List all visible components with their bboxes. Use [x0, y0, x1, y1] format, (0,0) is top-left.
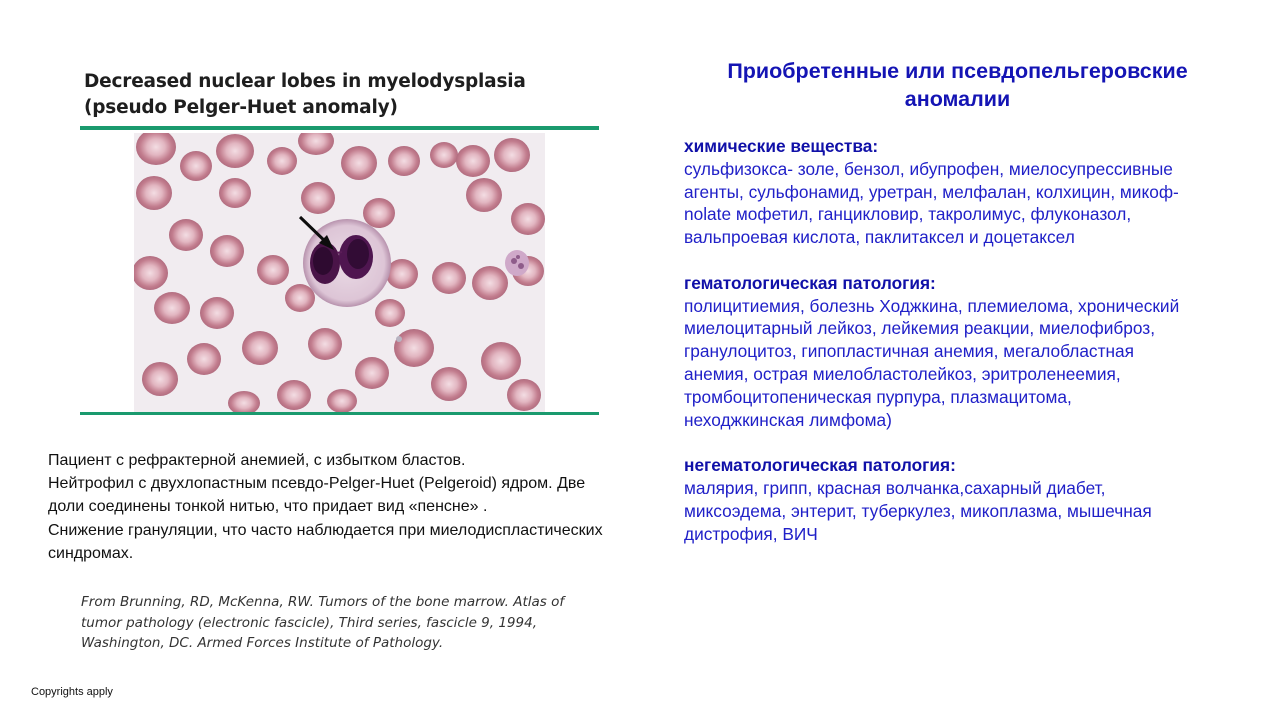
- figure-title-line: (pseudo Pelger-Huet anomaly): [84, 97, 398, 118]
- section-line: анемия, острая миелобластолейкоз, эритроленеемия,: [684, 363, 1121, 384]
- copyright-notice: Copyrights apply: [31, 686, 113, 698]
- section-line: nolate мофетил, ганцикловир, такролимус, флуконазол,: [684, 204, 1132, 225]
- section-heading: негематологическая патология:: [684, 455, 956, 476]
- caption-line: синдромах.: [48, 544, 134, 562]
- citation-line: tumor pathology (electronic fascicle), Third series, fascicle 9, 1994,: [81, 614, 537, 631]
- slide-title: [690, 57, 1225, 113]
- section-line: полицитиемия, болезнь Ходжкина, племиелома, хронический: [684, 295, 1180, 316]
- slide-title-line: Приобретенные или псевдопельгеровские: [727, 59, 1188, 83]
- causes-list: [684, 135, 1244, 568]
- caption-line: Снижение грануляции, что часто наблюдается при миелодиспластических: [48, 521, 603, 539]
- figure-caption: [48, 449, 648, 565]
- section-line: гранулоцитоз, гипопластичная анемия, мегалобластная: [684, 341, 1134, 362]
- citation-line: Washington, DC. Armed Forces Institute of Pathology.: [81, 635, 444, 651]
- section-hematologic: [684, 272, 1244, 432]
- blood-smear-image: [134, 133, 545, 412]
- section-line: миелоцитарный лейкоз, лейкемия реакции, миелофиброз,: [684, 318, 1156, 339]
- section-line: вальпроевая кислота, паклитаксел и доцетаксел: [684, 227, 1075, 248]
- figure-bottom-rule: [80, 412, 599, 415]
- section-line: агенты, сульфонамид, уретран, мелфалан, колхицин, микоф-: [684, 181, 1179, 202]
- section-line: тромбоцитопеническая пурпура, плазмацитома,: [684, 386, 1072, 407]
- section-nonhematologic: [684, 454, 1244, 545]
- section-line: малярия, грипп, красная волчанка,сахарный диабет,: [684, 477, 1106, 498]
- source-citation: [81, 592, 621, 654]
- section-chemical: [684, 135, 1244, 249]
- section-line: дистрофия, ВИЧ: [684, 523, 818, 544]
- section-heading: химические вещества:: [684, 136, 879, 156]
- section-line: неходжкинская лимфома): [684, 409, 892, 430]
- figure-top-rule: [80, 126, 599, 130]
- figure-title: [84, 69, 604, 121]
- caption-line: Пациент с рефрактерной анемией, с избытком бластов.: [48, 452, 466, 469]
- figure-title-line: Decreased nuclear lobes in myelodysplasia: [84, 71, 526, 92]
- section-line: сульфизокса- золе, бензол, ибупрофен, миелосупрессивные: [684, 158, 1173, 179]
- section-line: миксоэдема, энтерит, туберкулез, микоплазма, мышечная: [684, 500, 1152, 521]
- caption-line: доли соединены тонкой нитью, что придает вид «пенсне» .: [48, 498, 488, 516]
- section-heading: гематологическая патология:: [684, 272, 936, 293]
- caption-line: Нейтрофил с двухлопастным псевдо-Pelger-Huet (Pelgeroid) ядром. Две: [48, 475, 586, 493]
- citation-line: From Brunning, RD, McKenna, RW. Tumors of the bone marrow. Atlas of: [81, 594, 565, 610]
- slide-title-line: аномалии: [904, 87, 1011, 111]
- blood-smear-micrograph: [134, 133, 545, 412]
